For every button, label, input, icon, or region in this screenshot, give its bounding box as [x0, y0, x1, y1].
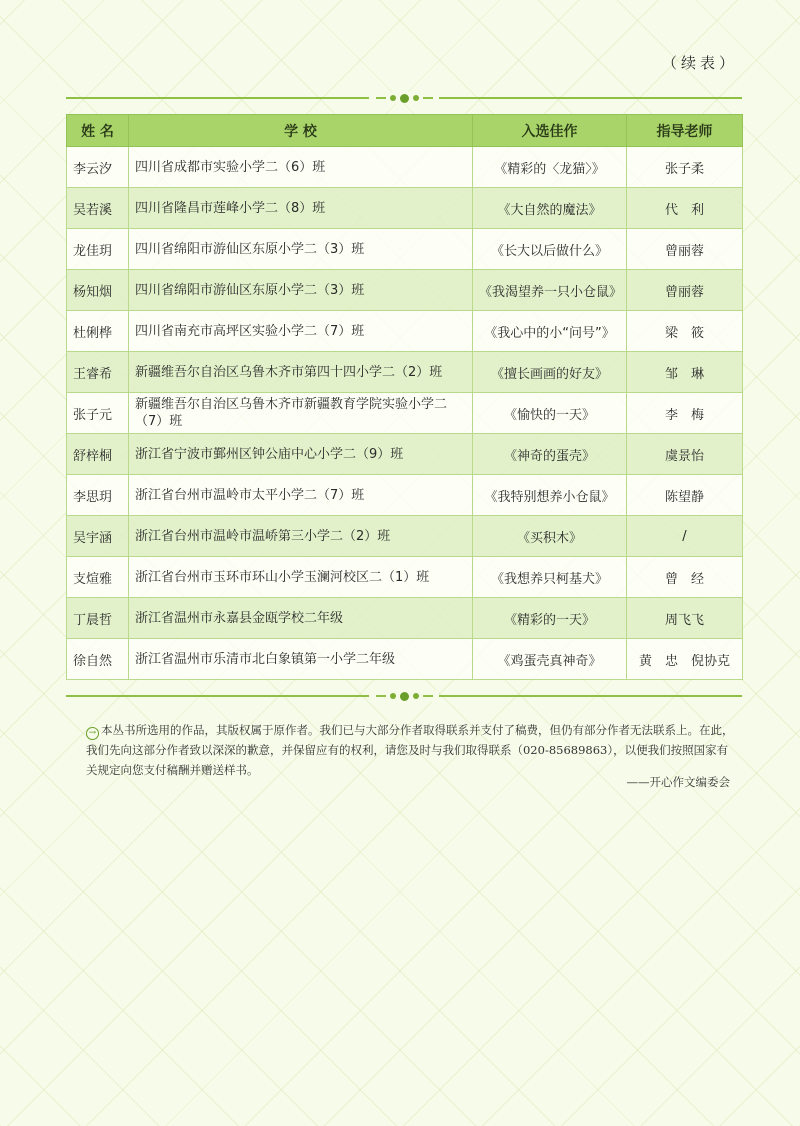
roster-table	[66, 114, 743, 680]
cell-name: 舒梓桐	[67, 434, 129, 475]
copyright-note-text: 本丛书所选用的作品，其版权属于原作者。我们已与大部分作者取得联系并支付了稿费，但仍有部分作者无法联系上。在此，我们先向这部分作者致以深深的歉意，并保留应有的权利，请您及时与我们取得联系（020-85689863），以便我们按照国家有关规定向您支付稿酬并赠送样书。	[86, 723, 734, 777]
cell-work: 《大自然的魔法》	[473, 188, 627, 229]
cell-teacher: 曾丽蓉	[627, 229, 743, 270]
cell-school: 四川省绵阳市游仙区东原小学二（3）班	[129, 229, 473, 270]
table-row	[67, 598, 743, 639]
cell-school: 浙江省宁波市鄞州区钟公庙中心小学二（9）班	[129, 434, 473, 475]
table-row	[67, 475, 743, 516]
arrow-circle-icon: →	[86, 727, 99, 740]
cell-school: 四川省成都市实验小学二（6）班	[129, 147, 473, 188]
cell-work: 《买积木》	[473, 516, 627, 557]
copyright-note	[86, 720, 736, 780]
table-row	[67, 393, 743, 434]
cell-work: 《擅长画画的好友》	[473, 352, 627, 393]
continued-label: （续表）	[661, 54, 738, 72]
table-row	[67, 557, 743, 598]
cell-teacher: 李 梅	[627, 393, 743, 434]
cell-school: 浙江省温州市乐清市北白象镇第一小学二年级	[129, 639, 473, 680]
bottom-ornament-divider	[66, 690, 742, 702]
table-row	[67, 516, 743, 557]
cell-work: 《精彩的一天》	[473, 598, 627, 639]
header-name: 姓 名	[67, 115, 129, 147]
header-work: 入选佳作	[473, 115, 627, 147]
cell-work: 《长大以后做什么》	[473, 229, 627, 270]
cell-work: 《鸡蛋壳真神奇》	[473, 639, 627, 680]
cell-school: 新疆维吾尔自治区乌鲁木齐市第四十四小学二（2）班	[129, 352, 473, 393]
cell-name: 王睿希	[67, 352, 129, 393]
cell-school: 浙江省台州市温岭市温峤第三小学二（2）班	[129, 516, 473, 557]
cell-teacher: 邹 琳	[627, 352, 743, 393]
cell-teacher: 梁 筱	[627, 311, 743, 352]
cell-name: 吴若溪	[67, 188, 129, 229]
header-teacher: 指导老师	[627, 115, 743, 147]
table-row	[67, 147, 743, 188]
cell-teacher: 代 利	[627, 188, 743, 229]
editorial-signature: ——开心作文编委会	[626, 775, 730, 789]
cell-work: 《精彩的〈龙猫〉》	[473, 147, 627, 188]
cell-school: 四川省绵阳市游仙区东原小学二（3）班	[129, 270, 473, 311]
cell-name: 李云汐	[67, 147, 129, 188]
table-row	[67, 311, 743, 352]
cell-name: 徐自然	[67, 639, 129, 680]
cell-name: 丁晨哲	[67, 598, 129, 639]
cell-teacher: 曾 经	[627, 557, 743, 598]
table-row	[67, 270, 743, 311]
cell-work: 《我渴望养一只小仓鼠》	[473, 270, 627, 311]
cell-teacher: 虞景怡	[627, 434, 743, 475]
cell-school: 四川省南充市高坪区实验小学二（7）班	[129, 311, 473, 352]
cell-school: 浙江省台州市玉环市环山小学玉澜河校区二（1）班	[129, 557, 473, 598]
cell-name: 吴宇涵	[67, 516, 129, 557]
cell-school: 新疆维吾尔自治区乌鲁木齐市新疆教育学院实验小学二（7）班	[129, 393, 473, 434]
table-row	[67, 352, 743, 393]
table-header-row	[67, 115, 743, 147]
cell-teacher: 陈望静	[627, 475, 743, 516]
cell-school: 浙江省台州市温岭市太平小学二（7）班	[129, 475, 473, 516]
cell-name: 张子元	[67, 393, 129, 434]
table-row	[67, 639, 743, 680]
cell-teacher: 黄 忠 倪协克	[627, 639, 743, 680]
cell-teacher: /	[627, 516, 743, 557]
cell-name: 龙佳玥	[67, 229, 129, 270]
cell-teacher: 张子柔	[627, 147, 743, 188]
cell-name: 杜俐桦	[67, 311, 129, 352]
cell-work: 《愉快的一天》	[473, 393, 627, 434]
cell-work: 《我想养只柯基犬》	[473, 557, 627, 598]
cell-school: 四川省隆昌市莲峰小学二（8）班	[129, 188, 473, 229]
table-row	[67, 434, 743, 475]
cell-teacher: 曾丽蓉	[627, 270, 743, 311]
cell-school: 浙江省温州市永嘉县金瓯学校二年级	[129, 598, 473, 639]
cell-name: 杨知烟	[67, 270, 129, 311]
cell-work: 《我心中的小“问号”》	[473, 311, 627, 352]
header-school: 学 校	[129, 115, 473, 147]
cell-name: 支煊雅	[67, 557, 129, 598]
cell-work: 《神奇的蛋壳》	[473, 434, 627, 475]
top-ornament-divider	[66, 92, 742, 104]
cell-work: 《我特别想养小仓鼠》	[473, 475, 627, 516]
cell-teacher: 周飞飞	[627, 598, 743, 639]
cell-name: 李思玥	[67, 475, 129, 516]
table-row	[67, 188, 743, 229]
table-row	[67, 229, 743, 270]
